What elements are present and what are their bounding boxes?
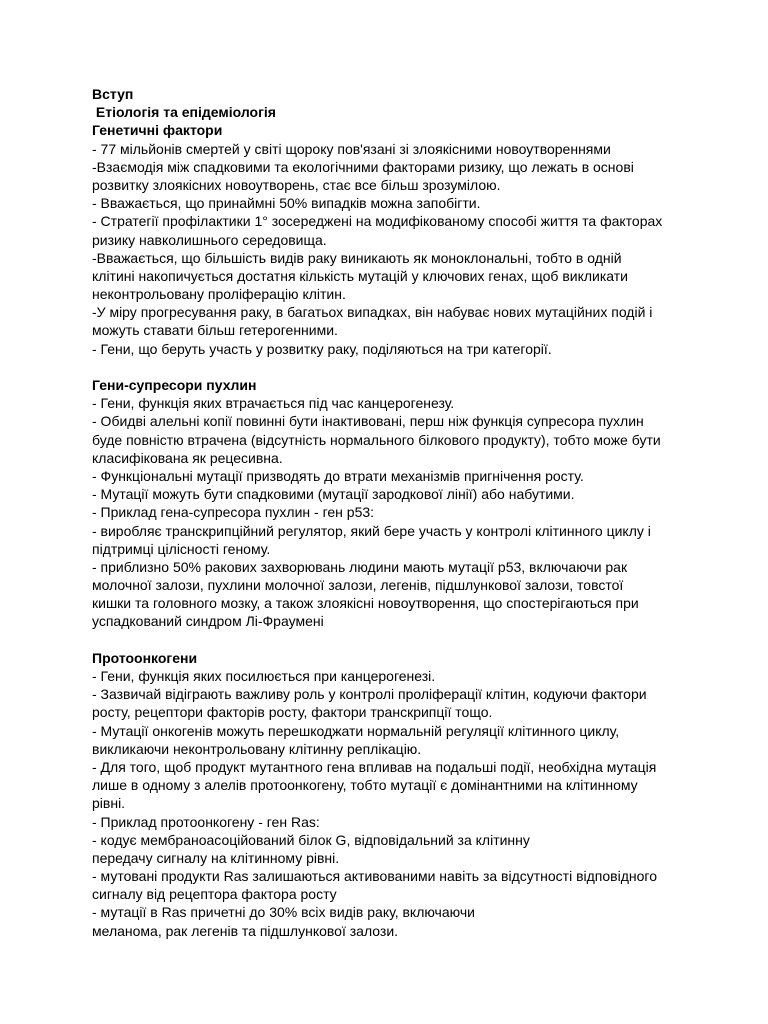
text-line: -Вважається, що більшість видів раку виникають як моноклональні, тобто в одній — [92, 249, 622, 266]
text-line: можуть ставати більш гетерогенними. — [92, 322, 338, 339]
text-line: успадкований синдром Лі-Фраумені — [92, 613, 324, 630]
text-line: - приблизно 50% ракових захворювань людини мають мутації p53, включаючи рак — [92, 558, 628, 575]
section-spacer — [92, 358, 752, 376]
text-line: меланома, рак легенів та підшлункової залози. — [92, 922, 399, 939]
text-line: розвитку злоякісних новоутворень, стає все більш зрозумілою. — [92, 176, 501, 193]
text-line: - Мутації можуть бути спадковими (мутації зародкової лінії) або набутими. — [92, 486, 575, 503]
text-line: - виробляє транскрипційний регулятор, який бере участь у контролі клітинного циклу і — [92, 522, 651, 539]
text-line: класифікована як рецесивна. — [92, 449, 283, 466]
text-line: - Зазвичай відіграють важливу роль у контролі проліферації клітин, кодуючи фактори — [92, 686, 647, 703]
text-line: - Функціональні мутації призводять до втрати механізмів пригнічення росту. — [92, 467, 584, 484]
section-spacer — [92, 631, 752, 649]
intro-heading: Вступ — [92, 86, 134, 102]
text-line: - мутації в Ras причетні до 30% всіх видів раку, включаючи — [92, 904, 475, 921]
text-line: - Вважається, що принаймні 50% випадків можна запобігти. — [92, 195, 481, 212]
text-line: сигналу від рецептора фактора росту — [92, 886, 337, 903]
text-line: підтримці цілісності геному. — [92, 540, 271, 557]
text-line: - мутовані продукти Ras залишаються активованими навіть за відсутності відповідного — [92, 868, 657, 885]
text-line: росту, рецептори факторів росту, фактори транскрипції тощо. — [92, 704, 493, 721]
proto-oncogenes-heading: Протоонкогени — [92, 649, 198, 666]
text-line: - Обидві алельні копії повинні бути інактивовані, перш ніж функція супресора пухлин — [92, 413, 644, 430]
text-line: кишки та головного мозку, а також злоякісні новоутворення, що спостерігаються при — [92, 595, 639, 612]
etiology-subheading: Етіологія та епідеміологія — [92, 104, 276, 121]
text-line: - Гени, що беруть участь у розвитку раку, поділяються на три категорії. — [92, 340, 552, 357]
text-line: ризику навколишнього середовища. — [92, 231, 327, 248]
text-line: викликаючи неконтрольовану клітинну реплікацію. — [92, 740, 422, 757]
text-line: лише в одному з алелів протоонкогену, тобто мутації є домінантними на клітинному — [92, 777, 638, 794]
text-line: молочної залози, пухлини молочної залози, легенів, підшлункової залози, товстої — [92, 577, 624, 594]
text-line: клітині накопичується достатня кількість мутацій у ключових генах, щоб викликати — [92, 267, 628, 284]
text-line: -У міру прогресування раку, в багатьох випадках, він набуває нових мутаційних подій і — [92, 304, 653, 321]
genetic-factors-list — [92, 140, 752, 358]
text-line: неконтрольовану проліферацію клітин. — [92, 286, 346, 303]
text-line: - кодує мембраноасоційований білок G, відповідальний за клітинну — [92, 831, 530, 848]
text-line: - Гени, функція яких втрачається під час канцерогенезу. — [92, 395, 455, 412]
text-line: - Стратегії профілактики 1° зосереджені на модифікованому способі життя та факторах — [92, 213, 663, 230]
text-line: передачу сигналу на клітинному рівні. — [92, 849, 340, 866]
text-line: - Гени, функція яких посилюється при канцерогенезі. — [92, 668, 436, 684]
genetic-factors-heading: Генетичні фактори — [92, 122, 223, 139]
proto-oncogenes-list — [92, 667, 752, 940]
text-line: буде повністю втрачена (відсутність нормального білкового продукту), тобто може бути — [92, 431, 661, 448]
text-line: - Для того, щоб продукт мутантного гена впливав на подальші події, необхідна мутація — [92, 758, 657, 775]
text-line: - Мутації онкогенів можуть перешкоджати нормальній регуляції клітинного циклу, — [92, 722, 620, 739]
text-line: - Приклад протоонкогену - ген Ras: — [92, 813, 320, 830]
text-line: - 77 мільйонів смертей у світі щороку пов'язані зі злоякісними новоутвореннями — [92, 140, 611, 157]
document-page — [92, 85, 752, 940]
text-line: - Приклад гена-супресора пухлин - ген p53: — [92, 504, 375, 521]
text-line: -Взаємодія між спадковими та екологічними факторами ризику, що лежать в основі — [92, 158, 634, 175]
text-line: рівні. — [92, 795, 126, 812]
tumor-suppressors-list — [92, 394, 752, 630]
tumor-suppressors-heading: Гени-супресори пухлин — [92, 377, 257, 393]
